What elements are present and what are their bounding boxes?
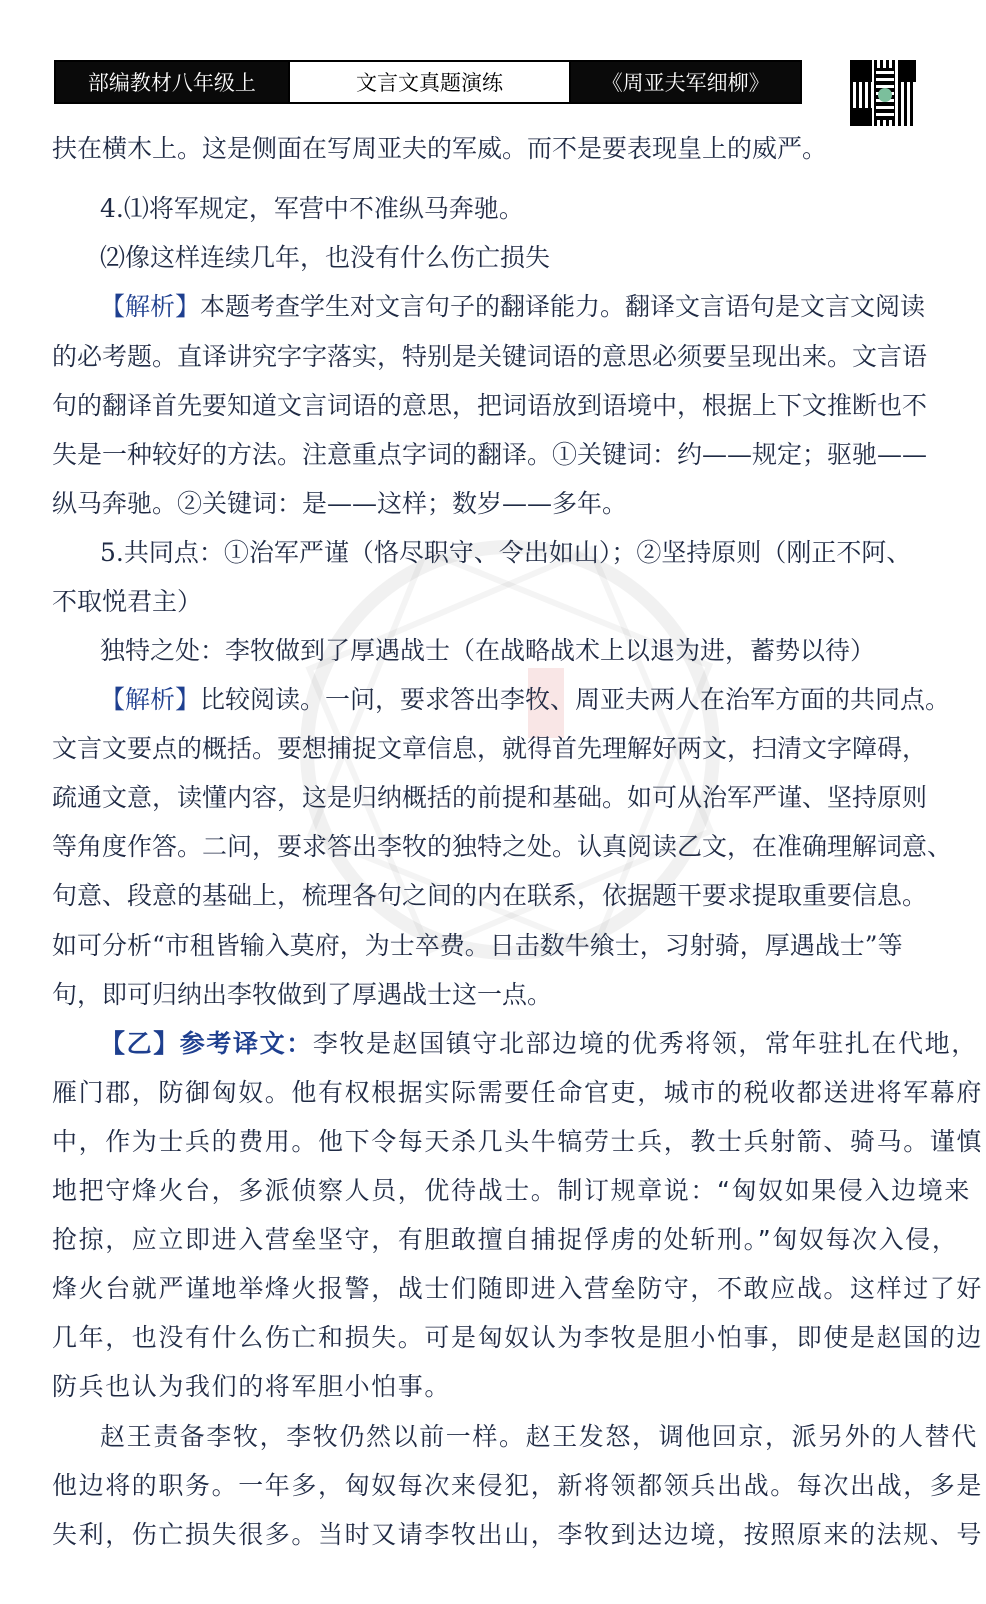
text-line: 疏通文意，读懂内容，这是归纳概括的前提和基础。如可从治军严谨、坚持原则 [52, 783, 928, 812]
translation-tag: 【乙】参考译文： [100, 1029, 313, 1058]
text-line: 句的翻译首先要知道文言词语的意思，把词语放到语境中，根据上下文推断也不 [52, 391, 928, 420]
text-line: 【乙】参考译文：李牧是赵国镇守北部边境的优秀将领，常年驻扎在代地， [100, 1029, 978, 1058]
text-line: 的必考题。直译讲究字字落实，特别是关键词语的意思必须要呈现出来。文言语 [52, 342, 928, 371]
text-line: 几年，也没有什么伤亡和损失。可是匈奴认为李牧是胆小怕事，即使是赵国的边 [52, 1323, 984, 1352]
text-line: 纵马奔驰。②关键词：是——这样；数岁——多年。 [52, 489, 628, 518]
text-line: 独特之处：李牧做到了厚遇战士（在战略战术上以退为进，蓄势以待） [100, 636, 876, 665]
text-line: 雁门郡，防御匈奴。他有权根据实际需要任命官吏，城市的税收都送进将军幕府 [52, 1078, 984, 1107]
page-header [54, 60, 802, 104]
text-line: 5.共同点：①治军严谨（恪尽职守、令出如山）；②坚持原则（刚正不阿、 [100, 538, 912, 567]
analysis-tag: 【解析】 [100, 685, 201, 714]
qr-code-icon [848, 58, 918, 128]
header-section-title: 文言文真题演练 [288, 62, 571, 102]
text-line: ⑵像这样连续几年，也没有什么伤亡损失 [100, 243, 551, 272]
text-line: 抢掠，应立即进入营垒坚守，有胆敢擅自捕捉俘虏的处斩刑。”匈奴每次入侵， [52, 1225, 959, 1254]
analysis-tag: 【解析】 [100, 292, 201, 321]
text-line: 4.⑴将军规定，军营中不准纵马奔驰。 [100, 194, 524, 223]
text-line: 扶在横木上。这是侧面在写周亚夫的军威。而不是要表现皇上的威严。 [52, 134, 828, 163]
text-line: 【解析】本题考查学生对文言句子的翻译能力。翻译文言语句是文言文阅读 [100, 292, 926, 321]
text-line: 失利，伤亡损失很多。当时又请李牧出山，李牧到达边境，按照原来的法规、号 [52, 1520, 984, 1549]
text-line: 赵王责备李牧，李牧仍然以前一样。赵王发怒，调他回京，派另外的人替代 [100, 1422, 978, 1451]
text-line: 地把守烽火台，多派侦察人员，优待战士。制订规章说：“匈奴如果侵入边境来 [52, 1176, 971, 1205]
header-lesson-title: 《周亚夫军细柳》 [571, 62, 800, 102]
text-line: 失是一种较好的方法。注意重点字词的翻译。①关键词：约——规定；驱驰—— [52, 440, 928, 469]
text-line: 如可分析“市租皆输入莫府，为士卒费。日击数牛飨士，习射骑，厚遇战士”等 [52, 931, 903, 960]
header-grade-label: 部编教材八年级上 [56, 62, 288, 102]
text-line: 不取悦君主） [52, 587, 203, 616]
text-line: 烽火台就严谨地举烽火报警，战士们随即进入营垒防守，不敢应战。这样过了好 [52, 1274, 984, 1303]
text-line: 等角度作答。二问，要求答出李牧的独特之处。认真阅读乙文，在准确理解词意、 [52, 832, 953, 861]
text-line: 防兵也认为我们的将军胆小怕事。 [52, 1372, 452, 1401]
text-line: 句意、段意的基础上，梳理各句之间的内在联系，依据题干要求提取重要信息。 [52, 881, 928, 910]
text-line: 文言文要点的概括。要想捕捉文章信息，就得首先理解好两文，扫清文字障碍， [52, 734, 928, 763]
text-line: 他边将的职务。一年多，匈奴每次来侵犯，新将领都领兵出战。每次出战，多是 [52, 1471, 984, 1500]
text-line: 句，即可归纳出李牧做到了厚遇战士这一点。 [52, 980, 553, 1009]
text-line: 中，作为士兵的费用。他下令每天杀几头牛犒劳士兵，教士兵射箭、骑马。谨慎 [52, 1127, 984, 1156]
text-line: 【解析】比较阅读。一问，要求答出李牧、周亚夫两人在治军方面的共同点。 [100, 685, 951, 714]
